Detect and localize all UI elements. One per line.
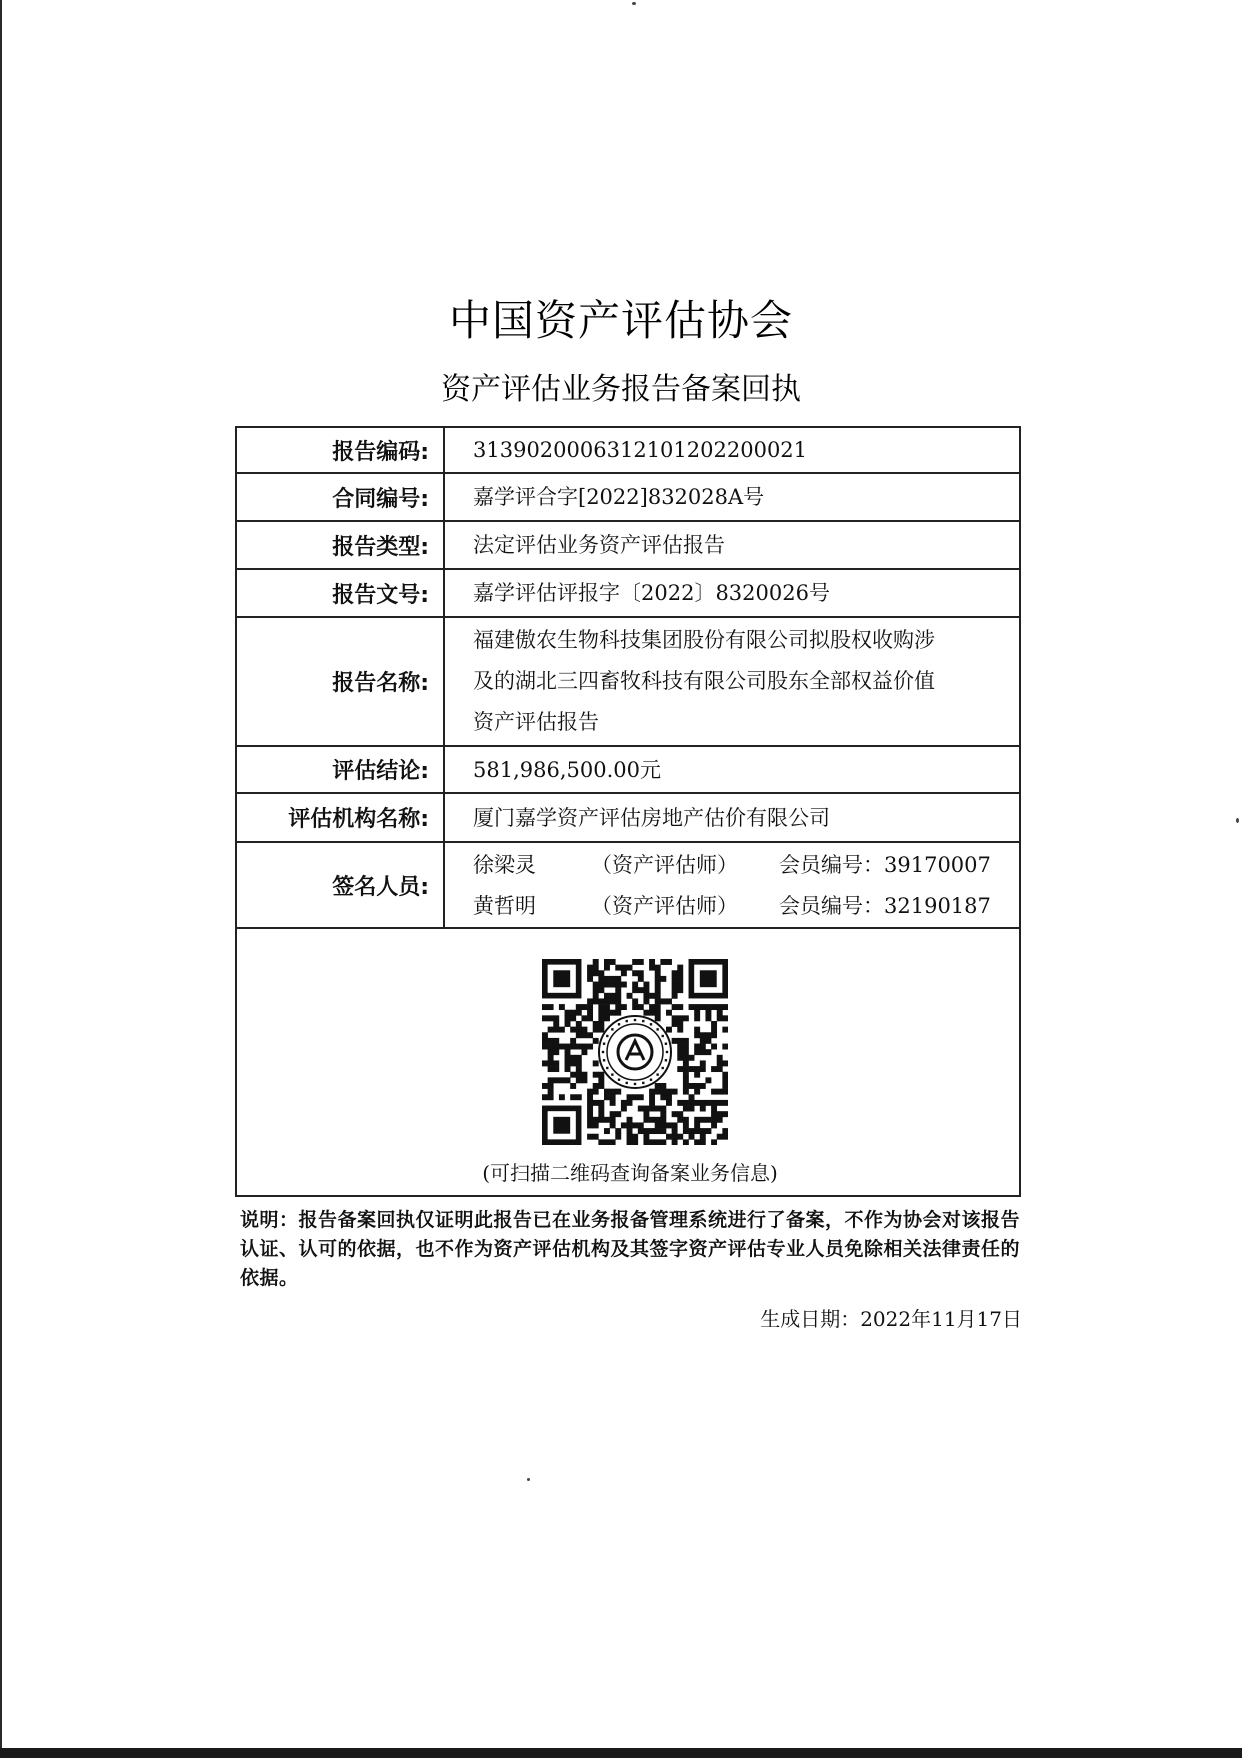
- conclusion-label: 评估结论:: [236, 746, 444, 793]
- report-type-label: 报告类型:: [236, 521, 444, 569]
- scan-edge-bottom: [0, 1748, 1242, 1758]
- signer-name: 黄哲明: [473, 893, 536, 918]
- row-report-name: [236, 617, 1020, 746]
- row-agency: [236, 793, 1020, 842]
- signer-role: （资产评估师）: [591, 893, 738, 918]
- generation-date: 生成日期：2022年11月17日: [760, 1307, 1022, 1331]
- contract-no-label: 合同编号:: [236, 473, 444, 521]
- row-report-code: [236, 427, 1020, 473]
- scan-speck: [1236, 818, 1239, 823]
- signer-name: 徐梁灵: [473, 852, 536, 877]
- signers-label: 签名人员:: [236, 842, 444, 928]
- disclaimer-note: 说明：报告备案回执仅证明此报告已在业务报备管理系统进行了备案，不作为协会对该报告认证、认可的依据，也不作为资产评估机构及其签字资产评估专业人员免除相关法律责任的依据。: [240, 1209, 1021, 1289]
- qr-code[interactable]: [542, 959, 728, 1145]
- report-code-value: 3139020006312101202200021: [444, 427, 1020, 473]
- report-doc-no-label: 报告文号:: [236, 569, 444, 617]
- signers-value: [444, 842, 1020, 928]
- signer-row: [473, 844, 1019, 885]
- contract-no-value: 嘉学评合字[2022]832028A号: [444, 473, 1020, 521]
- agency-value: 厦门嘉学资产评估房地产估价有限公司: [444, 793, 1020, 842]
- signer-member-no: 会员编号：39170007: [779, 852, 991, 877]
- scan-speck: [527, 1478, 530, 1481]
- filing-info-table: [235, 426, 1021, 1197]
- report-code-label: 报告编码:: [236, 427, 444, 473]
- report-name-line: 及的湖北三四畜牧科技有限公司股东全部权益价值: [473, 669, 935, 693]
- signer-role: （资产评估师）: [591, 852, 738, 877]
- row-report-type: [236, 521, 1020, 569]
- row-signers: [236, 842, 1020, 928]
- qr-code-icon: [542, 959, 728, 1145]
- report-name-line: 资产评估报告: [473, 710, 599, 734]
- scan-speck: [632, 2, 636, 5]
- row-qr: [236, 928, 1020, 1196]
- organization-title: 中国资产评估协会: [448, 296, 793, 345]
- report-type-value: 法定评估业务资产评估报告: [444, 521, 1020, 569]
- report-name-value: [444, 617, 1020, 746]
- report-doc-no-value: 嘉学评估评报字〔2022〕8320026号: [444, 569, 1020, 617]
- conclusion-value: 581,986,500.00元: [444, 746, 1020, 793]
- qr-cell: [236, 928, 1020, 1196]
- row-report-doc-no: [236, 569, 1020, 617]
- agency-label: 评估机构名称:: [236, 793, 444, 842]
- document-title: 资产评估业务报告备案回执: [441, 372, 801, 407]
- qr-caption: (可扫描二维码查询备案业务信息): [482, 1161, 778, 1185]
- signer-row: [473, 885, 1019, 926]
- scan-edge: [0, 0, 2, 1758]
- report-name-label: 报告名称:: [236, 617, 444, 746]
- signer-member-no: 会员编号：32190187: [779, 893, 991, 918]
- report-name-line: 福建傲农生物科技集团股份有限公司拟股权收购涉: [473, 628, 935, 652]
- row-contract-no: [236, 473, 1020, 521]
- row-conclusion: [236, 746, 1020, 793]
